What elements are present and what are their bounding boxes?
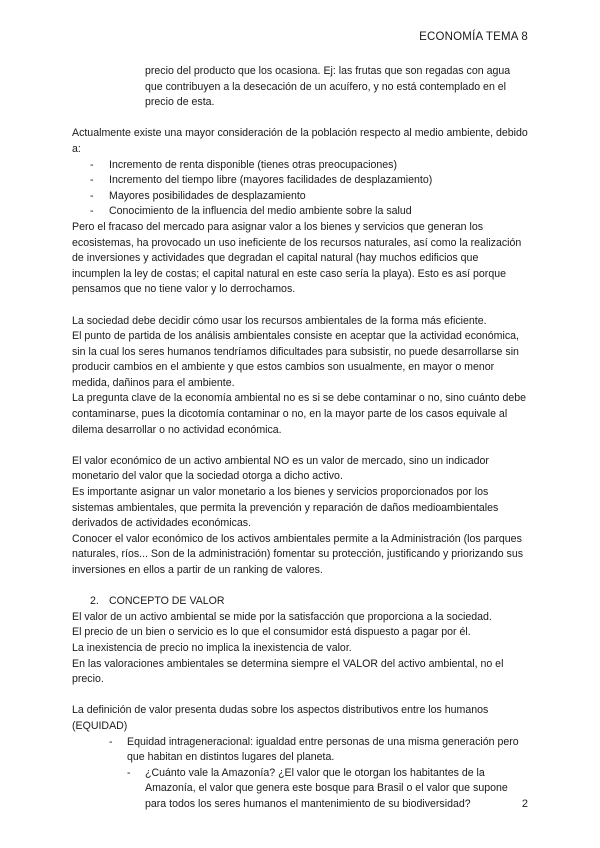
paragraph: El punto de partida de los análisis ambientales consiste en aceptar que la actividad económica, sin la cual los seres humanos tendríamos dificultades para subsistir, no puede desarrollarse sin producir cambios en el ambiente y que estos cambios son usualmente, en mayor o menor medida, dañinos para el ambiente. <box>72 330 519 389</box>
list-item: - Conocimiento de la influencia del medio ambiente sobre la salud <box>72 204 528 220</box>
paragraph: El precio de un bien o servicio es lo que el consumidor está dispuesto a pagar por él. <box>72 626 471 639</box>
paragraph: La pregunta clave de la economía ambiental no es si se debe contaminar o no, sino cuánto debe contaminarse, pues la dicotomía contaminar o no, en la mayor parte de los casos equivale al dilema desarrollar o no actividad económica. <box>72 392 527 436</box>
page-number: 2 <box>521 798 528 810</box>
paragraph: Conocer el valor económico de los activos ambientales permite a la Administración (los parques naturales, ríos... Son de la administración) fomentar su protección, justificando y priorizando sus inversiones en ellos a partir de un ranking de valores. <box>72 532 524 576</box>
page-body <box>72 64 528 813</box>
section-title: CONCEPTO DE VALOR <box>109 595 225 608</box>
equity-sublist <box>72 766 528 813</box>
paragraph: El valor de un activo ambiental se mide por la satisfacción que proporciona a la sociedad. <box>72 610 492 623</box>
list-subitem: - ¿Cuánto vale la Amazonía? ¿El valor que le otorgan los habitantes de la Amazonía, el valor que genera este bosque para Brasil o el valor que supone para todos los seres humanos el mantenimiento de su biodiversidad? <box>72 766 528 813</box>
paragraph: La sociedad debe decidir cómo usar los recursos ambientales de la forma más eficiente. <box>72 314 487 327</box>
paragraph: Pero el fracaso del mercado para asignar valor a los bienes y servicios que generan los ecosistemas, ha provocado un uso ineficiente de los recursos naturales, así como la realización de inversiones y actividades que degradan el capital natural (hay muchos edificios que incumplen la ley de costas; el capital natural en este caso sería la playa). Esto es así porque pensamos que no tiene valor y lo derrochamos. <box>72 220 522 296</box>
running-header: ECONOMÍA TEMA 8 <box>419 31 528 43</box>
paragraph-intro: La definición de valor presenta dudas sobre los aspectos distributivos entre los humanos (EQUIDAD) <box>72 704 489 732</box>
paragraph: La inexistencia de precio no implica la inexistencia de valor. <box>72 641 352 654</box>
list-item: - Mayores posibilidades de desplazamiento <box>72 189 528 205</box>
continuation-paragraph: precio del producto que los ocasiona. Ej: las frutas que son regadas con agua que contribuyen a la desecación de un acuífero, y no está contemplado en el precio de esta. <box>145 65 511 109</box>
equity-list <box>72 735 528 766</box>
section-heading <box>72 594 528 610</box>
section-number: 2. <box>90 595 99 608</box>
paragraph: En las valoraciones ambientales se determina siempre el VALOR del activo ambiental, no el precio. <box>72 657 504 686</box>
list-item: - Incremento del tiempo libre (mayores facilidades de desplazamiento) <box>72 173 528 189</box>
paragraph: Es importante asignar un valor monetario a los bienes y servicios proporcionados por los sistemas ambientales, que permita la prevención y reparación de daños medioambientales derivados de actividades económicas. <box>72 486 499 530</box>
list-item: - Incremento de renta disponible (tienes otras preocupaciones) <box>72 158 528 174</box>
reasons-list <box>72 158 528 220</box>
paragraph-intro: Actualmente existe una mayor consideración de la población respecto al medio ambiente, debido a: <box>72 127 528 155</box>
list-item: - Equidad intrageneracional: igualdad entre personas de una misma generación pero que habitan en distintos lugares del planeta. <box>72 735 528 766</box>
paragraph: El valor económico de un activo ambiental NO es un valor de mercado, sino un indicador monetario del valor que la sociedad otorga a dicho activo. <box>72 454 489 483</box>
